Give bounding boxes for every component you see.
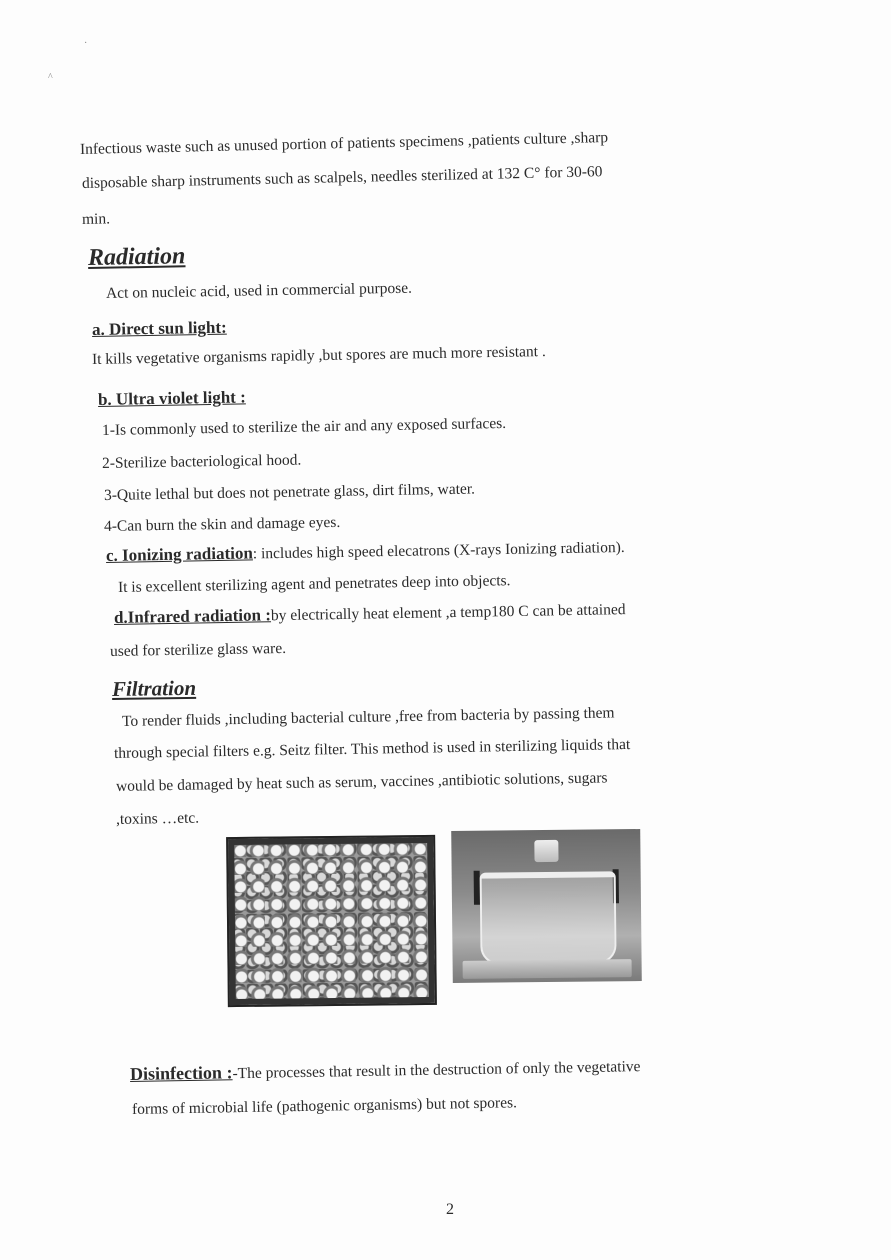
infrared-text-2: used for sterilize glass ware. [109,639,287,660]
disinfection-text: -The processes that result in the destruction of only the vegetative [232,1058,641,1083]
filter-base [463,959,632,979]
uv-item-1: 1-Is commonly used to sterilize the air and any exposed surfaces. [101,414,507,439]
disinfection-line [130,1055,641,1086]
uv-item-4: 4-Can burn the skin and damage eyes. [103,513,341,535]
intro-line-2: disposable sharp instruments such as scalpels, needles sterilized at 132 C° for 30-60 [81,163,603,192]
direct-sunlight-text: It kills vegetative organisms rapidly ,but spores are much more resistant . [91,343,546,368]
radiation-heading: Radiation [87,243,186,271]
infrared-text: by electrically heat element ,a temp180 C can be attained [270,601,626,625]
filtration-line-1: To render fluids ,including bacterial culture ,free from bacteria by passing them [121,704,615,730]
disinfection-heading: Disinfection : [129,1062,233,1084]
uv-item-3: 3-Quite lethal but does not penetrate glass, dirt films, water. [103,480,476,504]
filter-funnel [534,840,558,862]
filter-bowl [480,871,617,964]
ultraviolet-heading: b. Ultra violet light : [97,387,246,409]
scan-speck: · [84,38,88,49]
filtration-heading: Filtration [111,675,197,701]
direct-sunlight-heading: a. Direct sun light: [91,317,227,339]
infrared-heading: d.Infrared radiation : [113,605,272,627]
infrared-line [114,599,626,629]
filtration-line-2: through special filters e.g. Seitz filter. This method is used in sterilizing liquids that [113,735,631,762]
filtration-line-3: would be damaged by heat such as serum, vaccines ,antibiotic solutions, sugars [115,769,608,795]
uv-item-2: 2-Sterilize bacteriological hood. [101,451,302,472]
radiation-desc: Act on nucleic acid, used in commercial purpose. [105,279,413,302]
seitz-filter-image [451,829,642,983]
filtration-line-4: ,toxins …etc. [115,809,200,828]
scan-speck: ^ [48,72,53,83]
page-number: 2 [446,1201,454,1218]
ionizing-text: : includes high speed elecatrons (X-rays Ionizing radiation). [252,538,625,563]
intro-line-3: min. [81,210,111,228]
intro-line-1: Infectious waste such as unused portion of patients specimens ,patients culture ,sharp [79,129,609,158]
ionizing-heading: c. Ionizing radiation [105,543,254,565]
bacteria-micrograph-image [226,835,437,1007]
ionizing-text-2: It is excellent sterilizing agent and penetrates deep into objects. [117,572,511,596]
disinfection-text-2: forms of microbial life (pathogenic organisms) but not spores. [131,1094,518,1118]
ionizing-line [106,537,625,567]
